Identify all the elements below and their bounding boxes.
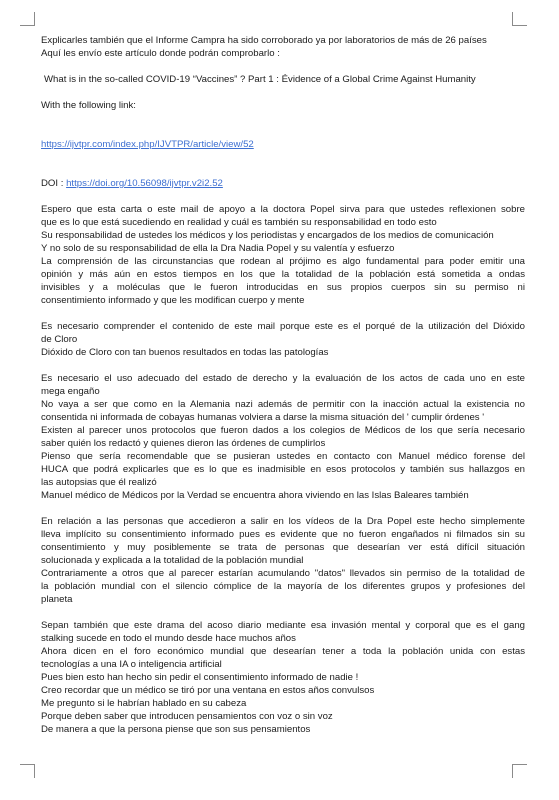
crop-mark-top-right	[512, 12, 513, 26]
text-line: la población mundial con el silencio cómplice de la mayoría de los diferentes grupos y profesiones del	[41, 581, 525, 592]
text-line: tecnologías a una IA o inteligencia artificial	[41, 659, 222, 670]
crop-mark-bottom-left	[34, 764, 35, 778]
text-line: stalking sucede en todo el mundo desde hace muchos años	[41, 633, 296, 644]
text-line: Creo recordar que un médico se tiró por una ventana en estos años convulsos	[41, 685, 375, 696]
text-line: consentida ni informada de cobayas humanas volviera a darse la misma situación del ' cumplir órdenes '	[41, 412, 485, 423]
text-line: La comprensión de las circunstancias que rodean al prójimo es algo fundamental para poder emitir una	[41, 256, 525, 267]
text-line: No vaya a ser que como en la Alemania nazi además de permitir con la inacción actual la existencia no	[41, 399, 525, 410]
crop-mark-bottom-right	[512, 764, 527, 765]
text-line: En relación a las personas que accedieron a salir en los vídeos de la Dra Popel este hecho simplemente	[41, 516, 525, 527]
text-line: Sepan también que este drama del acoso diario mediante esa invasión mental y corporal que es el gang	[41, 620, 525, 631]
text-line: Es necesario comprender el contenido de este mail porque este es el porqué de la utilización del Dióxido	[41, 321, 525, 332]
paragraph-1	[41, 203, 525, 307]
doi-line	[41, 177, 525, 190]
text-line: Ahora dicen en el foro económico mundial que desearían tener a toda la población unida con estas	[41, 646, 525, 657]
text-line: solucionada y explicada a la totalidad de la población mundial	[41, 555, 304, 566]
text-line: Me pregunto si le habrían hablado en su cabeza	[41, 698, 247, 709]
article-link[interactable]: https://ijvtpr.com/index.php/IJVTPR/article/view/52	[41, 139, 254, 150]
text-line: mega engaño	[41, 386, 100, 397]
article-title: What is in the so-called COVID-19 “Vaccines” ? Part 1 : Évidence of a Global Crime Against Humanity	[44, 74, 476, 85]
text-line: Pienso que sería recomendable que se pusieran ustedes en contacto con Manuel médico forense del	[41, 451, 525, 462]
text-line: lleva implícito su consentimiento informado pues es evidente que no fueron engañados ni filmados sin su	[41, 529, 525, 540]
crop-mark-top-right	[512, 25, 527, 26]
text-line: planeta	[41, 594, 73, 605]
paragraph-3	[41, 372, 525, 502]
paragraph-4	[41, 515, 525, 606]
document-page	[41, 34, 525, 736]
paragraph-5	[41, 619, 525, 736]
crop-mark-top-left	[20, 25, 35, 26]
text-line: las autopsias que él realizó	[41, 477, 157, 488]
doi-label: DOI :	[41, 178, 64, 189]
text-line: Y no solo de su responsabilidad de ella la Dra Nadia Popel y su valentía y esfuerzo	[41, 243, 395, 254]
text-line: Manuel médico de Médicos por la Verdad se encuentra ahora viviendo en las Islas Baleares también	[41, 490, 469, 501]
text-line: Espero que esta carta o este mail de apoyo a la doctora Popel sirva para que ustedes reflexionen sobre	[41, 204, 525, 215]
text-line: invisibles y a moléculas que le fueron introducidas en sus propios cuerpos sin su permiso ni	[41, 282, 525, 293]
text-line: Dióxido de Cloro con tan buenos resultados en todas las patologías	[41, 347, 329, 358]
crop-mark-top-left	[34, 12, 35, 26]
paragraph-2	[41, 320, 525, 359]
text-line: Porque deben saber que introducen pensamientos con voz o sin voz	[41, 711, 333, 722]
text-line: Existen al parecer unos protocolos que fueron dados a los colegios de Médicos de los que sería necesario	[41, 425, 525, 436]
text-line: consentimiento informado y que les modifican cuerpo y mente	[41, 295, 305, 306]
text-line: consentimiento y muy posiblemente se trata de personas que desearían ver está difícil situación	[41, 542, 525, 553]
text-line: de Cloro	[41, 334, 78, 345]
text-line: saber quién los redactó y quienes dieron las órdenes de cumplirlos	[41, 438, 326, 449]
intro-line: Aquí les envío este artículo donde podrán comprobarlo :	[41, 48, 280, 59]
text-line: Su responsabilidad de ustedes los médicos y los periodistas y encargados de los medios de comunicación	[41, 230, 494, 241]
text-line: HUCA que podrá explicarles que es lo que es inadmisible en esos protocolos y también sus hallazgos en	[41, 464, 525, 475]
text-line: que es lo que está sucediendo en realidad y cuál es también su responsabilidad en todo esto	[41, 217, 437, 228]
text-line: Contrariamente a otros que al parecer estarían acumulando "datos" llevados sin permiso de la totalidad de	[41, 568, 525, 579]
text-line: Es necesario el uso adecuado del estado de derecho y la evaluación de los actos de cada uno en este	[41, 373, 525, 384]
text-line: Pues bien esto han hecho sin pedir el consentimiento informado de nadie !	[41, 672, 359, 683]
doi-link[interactable]: https://doi.org/10.56098/ijvtpr.v2i2.52	[66, 178, 223, 189]
with-link-text: With the following link:	[41, 100, 136, 111]
crop-mark-bottom-right	[512, 764, 513, 778]
text-line: De manera a que la persona piense que son sus pensamientos	[41, 724, 311, 735]
intro-line: Explicarles también que el Informe Campra ha sido corroborado ya por laboratorios de más de 26 países	[41, 35, 487, 46]
crop-mark-bottom-left	[20, 764, 35, 765]
text-line: opinión y más aún en estos tiempos en los que la totalidad de la población está sometida a ondas	[41, 269, 525, 280]
